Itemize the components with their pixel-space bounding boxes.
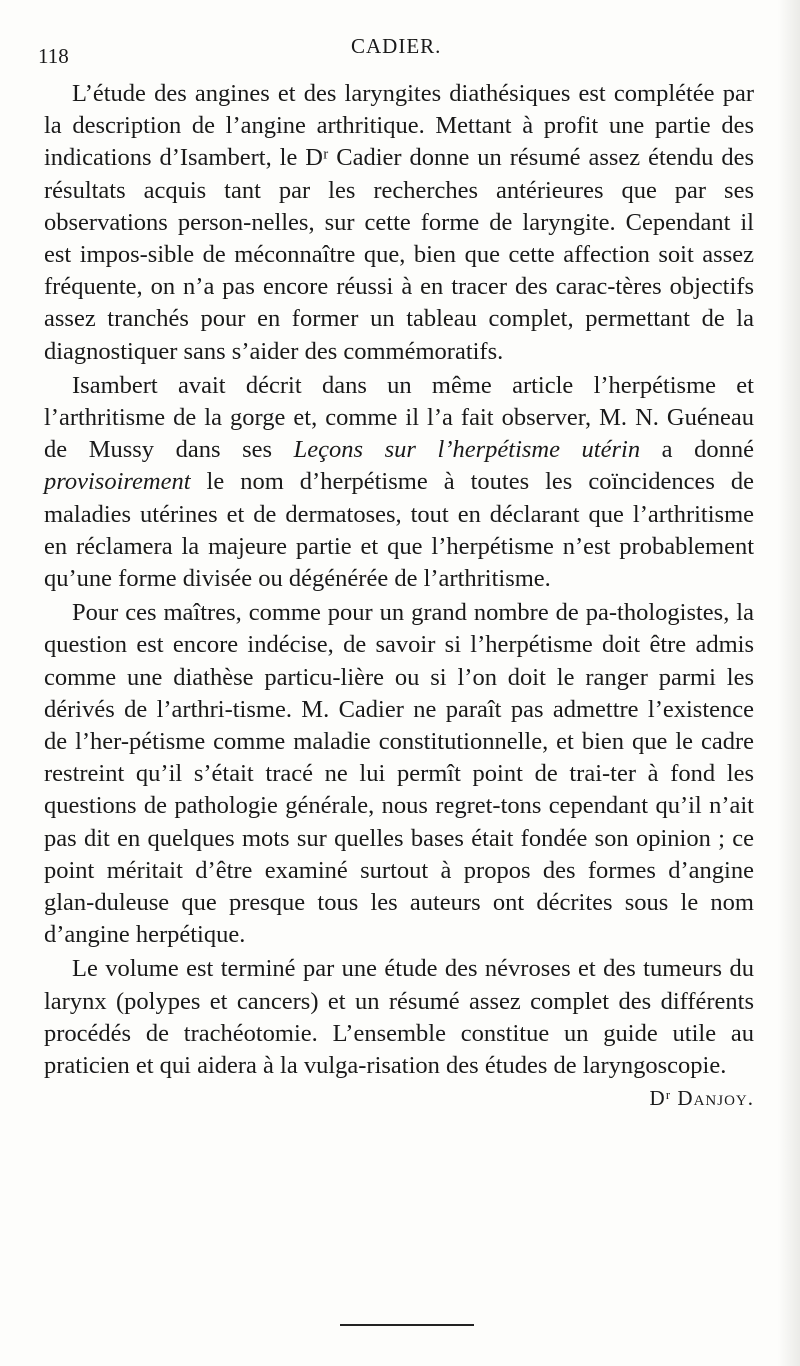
paragraph-2-part-2: a donné <box>640 436 754 464</box>
author-signature: Dʳ Danjoy. <box>649 1086 754 1111</box>
page-header <box>38 34 758 68</box>
paragraph-2 <box>44 370 754 595</box>
paragraph-2-part-3: le nom d’herpétisme à toutes les coïncidences de maladies utérines et de dermatoses, tout en déclarant que l’arthritisme en réclamera la majeure partie et que l’herpétisme n’est probablement qu’une forme divisée ou dégénérée de l’arthritisme. <box>44 468 754 593</box>
paragraph-2-part-1: Isambert avait décrit dans un même article l’herpétisme et l’arthritisme de la gorge et, comme il l’a fait observer, M. N. Guéneau de Mussy dans ses <box>44 371 754 464</box>
closing-rule <box>340 1324 474 1326</box>
emphasis-italic: provisoirement <box>44 468 191 496</box>
paragraph-4-text: Le volume est terminé par une étude des névroses et des tumeurs du larynx (polypes et cancers) et un résumé assez complet des différents procédés de trachéotomie. L’ensemble constitue un guide utile au praticien et qui aidera à la vulga-risation des études de laryngoscopie. <box>44 955 754 1080</box>
paragraph-1: L’étude des angines et des laryngites diathésiques est complétée par la description de l’angine arthritique. Mettant à profit une partie des indications d’Isambert, le Dʳ Cadier donne un résumé assez étendu des résultats acquis tant par les recherches antérieures que par ses observations person-nelles, sur cette forme de laryngite. Cependant il est impos-sible de méconnaître que, bien que cette affection soit assez fréquente, on n’a pas encore réussi à en tracer des carac-tères objectifs assez tranchés pour en former un tableau complet, permettant de la diagnostiquer sans s’aider des commémoratifs. <box>44 80 754 365</box>
paragraph-3: Pour ces maîtres, comme pour un grand nombre de pa-thologistes, la question est encore indécise, de savoir si l’herpétisme doit être admis comme une diathèse particu-lière ou si l’on doit le ranger parmi les dérivés de l’arthri-tisme. M. Cadier ne paraît pas admettre l’existence de l’her-pétisme comme maladie constitutionnelle, et bien que le cadre restreint qu’il s’était tracé ne lui permît point de trai-ter à fond les questions de pathologie générale, nous regret-tons cependant qu’il n’ait pas dit en quelques mots sur quelles bases était fondée son opinion ; ce point méritait d’être examiné surtout à propos des formes d’angine glan-duleuse que presque tous les auteurs ont décrites sous le nom d’angine herpétique. <box>44 599 754 949</box>
book-title-italic: Leçons sur l’herpétisme utérin <box>293 436 641 464</box>
page-edge-shadow <box>778 0 800 1366</box>
paragraph-4 <box>44 953 754 1111</box>
body-text <box>44 78 754 1115</box>
page-number: 118 <box>38 44 69 68</box>
running-head: CADIER. <box>351 34 442 58</box>
